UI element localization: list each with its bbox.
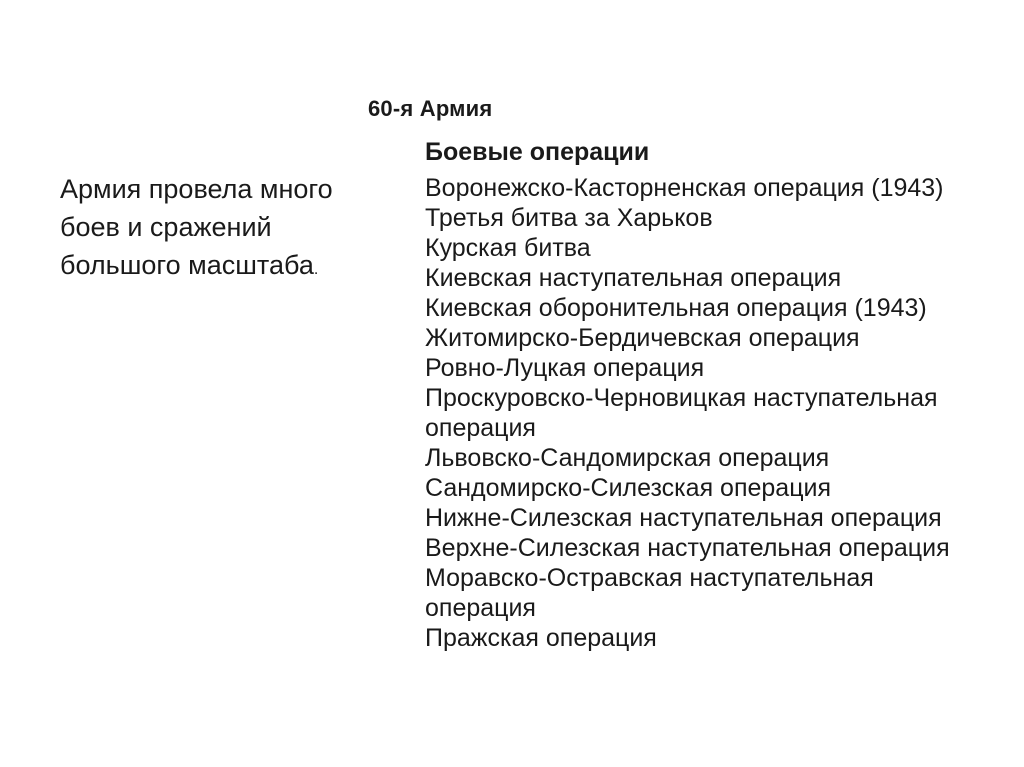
operations-list <box>425 173 985 653</box>
intro-text-block <box>60 170 380 289</box>
intro-text: Армия провела много боев и сражений большого масштаба <box>60 174 333 280</box>
operations-heading: Боевые операции <box>425 138 650 166</box>
operation-item: Пражская операция <box>425 624 657 652</box>
operation-item: Проскуровско-Черновицкая наступательная операция <box>425 384 938 442</box>
operation-item: Моравско-Остравская наступательная операция <box>425 564 874 622</box>
operation-item: Нижне-Силезская наступательная операция <box>425 504 942 532</box>
slide-title: 60-я Армия <box>368 96 493 121</box>
operation-item: Воронежско-Касторненская операция (1943) <box>425 174 944 202</box>
intro-period: . <box>313 261 319 278</box>
operations-block <box>425 135 985 653</box>
operation-item: Верхне-Силезская наступательная операция <box>425 534 950 562</box>
operation-item: Сандомирско-Силезская операция <box>425 474 832 502</box>
operation-item: Житомирско-Бердичевская операция <box>425 324 860 352</box>
operation-item: Львовско-Сандомирская операция <box>425 444 830 472</box>
operation-item: Киевская наступательная операция <box>425 264 842 292</box>
operation-item: Киевская оборонительная операция (1943) <box>425 294 927 322</box>
operation-item: Ровно-Луцкая операция <box>425 354 705 382</box>
operation-item: Курская битва <box>425 234 591 262</box>
operation-item: Третья битва за Харьков <box>425 204 713 232</box>
